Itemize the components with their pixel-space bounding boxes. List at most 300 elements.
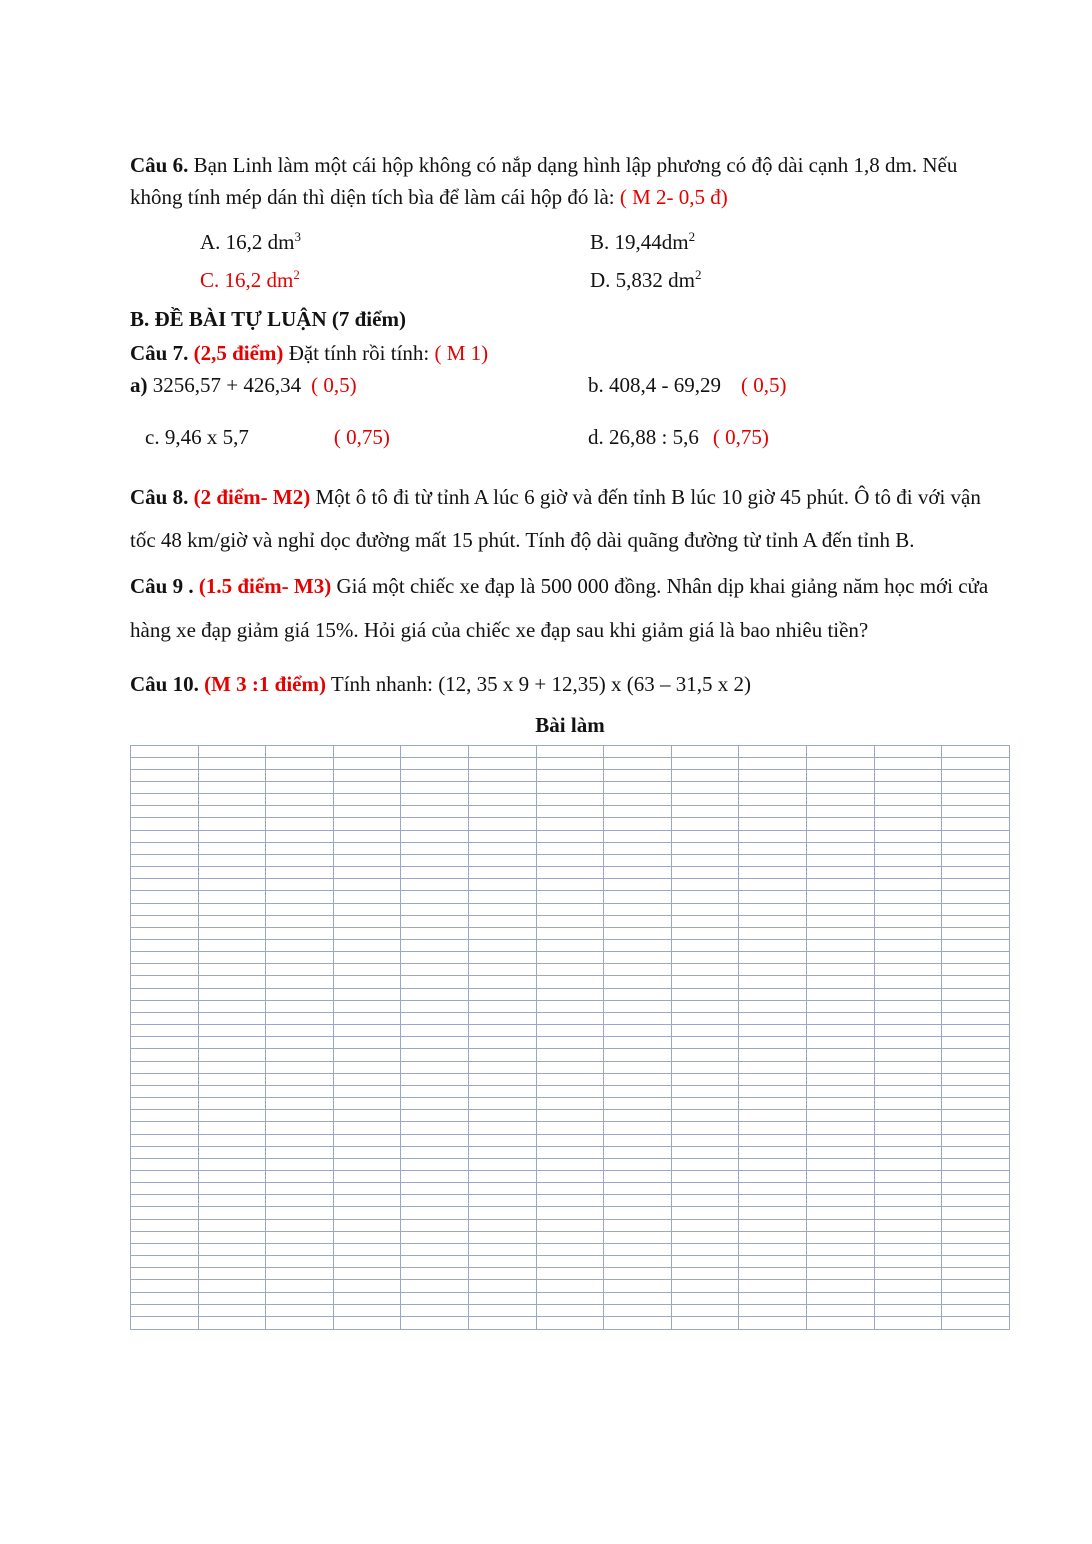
grid-cell [604, 940, 672, 952]
grid-cell [942, 1122, 1010, 1134]
grid-cell [739, 818, 807, 830]
grid-cell [942, 745, 1010, 757]
grid-cell [942, 964, 1010, 976]
grid-cell [469, 927, 537, 939]
grid-cell [131, 1268, 199, 1280]
grid-cell [131, 988, 199, 1000]
grid-cell [671, 1316, 739, 1329]
grid-cell [198, 1049, 266, 1061]
grid-cell [671, 879, 739, 891]
grid-cell [401, 891, 469, 903]
grid-cell [807, 1012, 875, 1024]
grid-cell [401, 915, 469, 927]
grid-cell [807, 879, 875, 891]
grid-cell [198, 806, 266, 818]
grid-cell [198, 1219, 266, 1231]
q6-option-d [590, 268, 1010, 293]
grid-cell [739, 1292, 807, 1304]
grid-cell [469, 1316, 537, 1329]
grid-cell [131, 976, 199, 988]
grid-cell [536, 1012, 604, 1024]
grid-cell [401, 1146, 469, 1158]
grid-cell [469, 1207, 537, 1219]
grid-cell [469, 818, 537, 830]
grid-cell [807, 1292, 875, 1304]
grid-cell [131, 903, 199, 915]
grid-cell [266, 1280, 334, 1292]
grid-cell [469, 854, 537, 866]
grid-cell [131, 1146, 199, 1158]
grid-cell [131, 940, 199, 952]
grid-cell [874, 1280, 942, 1292]
grid-cell [807, 1170, 875, 1182]
grid-cell [942, 927, 1010, 939]
grid-cell [469, 1061, 537, 1073]
grid-cell [469, 1000, 537, 1012]
grid-cell [469, 1195, 537, 1207]
grid-cell [401, 1316, 469, 1329]
grid-cell [198, 1025, 266, 1037]
grid-cell [198, 1085, 266, 1097]
grid-cell [469, 1098, 537, 1110]
grid-cell [266, 1146, 334, 1158]
grid-cell [739, 903, 807, 915]
grid-cell [131, 781, 199, 793]
grid-cell [671, 1146, 739, 1158]
grid-cell [469, 1025, 537, 1037]
grid-cell [333, 976, 401, 988]
grid-cell [739, 867, 807, 879]
grid-cell [469, 1037, 537, 1049]
grid-cell [671, 830, 739, 842]
grid-cell [333, 1256, 401, 1268]
grid-cell [266, 806, 334, 818]
q7-points: (2,5 điểm) [193, 340, 284, 365]
grid-cell [536, 781, 604, 793]
grid-cell [266, 1061, 334, 1073]
grid-cell [739, 1098, 807, 1110]
grid-cell [536, 915, 604, 927]
grid-cell [874, 830, 942, 842]
grid-cell [266, 976, 334, 988]
grid-cell [739, 1012, 807, 1024]
grid-cell [807, 1098, 875, 1110]
grid-cell [671, 1098, 739, 1110]
grid-cell [739, 769, 807, 781]
question-9 [130, 565, 1010, 652]
grid-cell [604, 1231, 672, 1243]
grid-cell [333, 1231, 401, 1243]
grid-cell [942, 1000, 1010, 1012]
grid-cell [536, 854, 604, 866]
grid-cell [266, 1110, 334, 1122]
grid-cell [942, 1073, 1010, 1085]
grid-cell [198, 854, 266, 866]
grid-cell [333, 1268, 401, 1280]
grid-cell [536, 1231, 604, 1243]
grid-cell [333, 757, 401, 769]
q6-option-d-sup: 2 [695, 266, 702, 282]
grid-cell [739, 1085, 807, 1097]
grid-cell [266, 879, 334, 891]
grid-cell [807, 1195, 875, 1207]
grid-cell [739, 964, 807, 976]
q6-option-a-sup: 3 [294, 228, 302, 244]
q7-label: Câu 7. [130, 340, 189, 365]
grid-cell [401, 927, 469, 939]
grid-cell [874, 1268, 942, 1280]
q8-text: Một ô tô đi từ tỉnh A lúc 6 giờ và đến tỉnh B lúc 10 giờ 45 phút. Ô tô đi với vận tốc 48 km/giờ và nghỉ dọc đường mất 15 phút. Tính độ dài quãng đường từ tỉnh A đến tỉnh B. [130, 484, 981, 553]
grid-cell [536, 903, 604, 915]
grid-cell [942, 757, 1010, 769]
grid-cell [469, 1256, 537, 1268]
grid-cell [536, 757, 604, 769]
grid-cell [942, 1280, 1010, 1292]
grid-cell [131, 1110, 199, 1122]
grid-cell [604, 1195, 672, 1207]
grid-cell [198, 794, 266, 806]
grid-cell [469, 1012, 537, 1024]
q7-part-c [130, 425, 588, 450]
grid-cell [604, 1219, 672, 1231]
grid-cell [333, 1073, 401, 1085]
grid-cell [807, 964, 875, 976]
grid-cell [401, 818, 469, 830]
grid-cell [942, 854, 1010, 866]
grid-cell [807, 794, 875, 806]
grid-cell [874, 1256, 942, 1268]
grid-cell [536, 794, 604, 806]
grid-cell [604, 1243, 672, 1255]
grid-cell [807, 940, 875, 952]
grid-cell [198, 1243, 266, 1255]
grid-cell [739, 1207, 807, 1219]
grid-cell [401, 1037, 469, 1049]
grid-cell [604, 769, 672, 781]
grid-cell [198, 1316, 266, 1329]
grid-cell [401, 1061, 469, 1073]
grid-cell [604, 1280, 672, 1292]
grid-cell [401, 1268, 469, 1280]
grid-cell [536, 976, 604, 988]
grid-cell [536, 1195, 604, 1207]
grid-cell [333, 1146, 401, 1158]
grid-cell [266, 1098, 334, 1110]
q9-label: Câu 9 . [130, 574, 194, 599]
grid-cell [739, 757, 807, 769]
grid-cell [469, 1049, 537, 1061]
grid-cell [401, 1122, 469, 1134]
grid-cell [807, 1207, 875, 1219]
grid-cell [131, 854, 199, 866]
grid-cell [469, 781, 537, 793]
grid-cell [807, 1280, 875, 1292]
grid-cell [131, 927, 199, 939]
grid-cell [469, 1170, 537, 1182]
grid-cell [198, 1256, 266, 1268]
grid-cell [739, 1061, 807, 1073]
grid-cell [198, 1183, 266, 1195]
grid-cell [198, 1110, 266, 1122]
grid-cell [942, 769, 1010, 781]
grid-cell [739, 1256, 807, 1268]
grid-cell [536, 1280, 604, 1292]
grid-cell [739, 745, 807, 757]
grid-cell [401, 830, 469, 842]
grid-cell [874, 1231, 942, 1243]
grid-cell [739, 1316, 807, 1329]
grid-cell [198, 1073, 266, 1085]
grid-cell [942, 1243, 1010, 1255]
grid-cell [671, 1183, 739, 1195]
q6-label: Câu 6. [130, 153, 189, 177]
grid-cell [401, 1049, 469, 1061]
q9-text: Giá một chiếc xe đạp là 500 000 đồng. Nhân dịp khai giảng năm học mới cửa hàng xe đạp giảm giá 15%. Hỏi giá của chiếc xe đạp sau khi giảm giá là bao nhiêu tiền? [130, 574, 989, 642]
grid-cell [739, 1025, 807, 1037]
grid-cell [266, 769, 334, 781]
grid-cell [333, 745, 401, 757]
grid-cell [942, 806, 1010, 818]
grid-cell [807, 891, 875, 903]
grid-cell [333, 1110, 401, 1122]
grid-cell [874, 1037, 942, 1049]
grid-cell [333, 940, 401, 952]
grid-cell [469, 988, 537, 1000]
grid-cell [536, 1243, 604, 1255]
grid-cell [266, 1243, 334, 1255]
q6-option-b-value: 19,44dm [614, 229, 689, 254]
grid-cell [198, 1304, 266, 1316]
grid-cell [874, 976, 942, 988]
grid-cell [604, 927, 672, 939]
grid-cell [671, 806, 739, 818]
grid-cell [266, 1207, 334, 1219]
q7-parts-row-2 [130, 425, 1010, 450]
grid-cell [807, 1085, 875, 1097]
grid-cell [536, 1158, 604, 1170]
grid-cell [401, 1195, 469, 1207]
grid-cell [266, 988, 334, 1000]
grid-cell [671, 769, 739, 781]
grid-cell [333, 1122, 401, 1134]
grid-cell [131, 1122, 199, 1134]
grid-cell [131, 806, 199, 818]
grid-cell [807, 1061, 875, 1073]
grid-cell [401, 1170, 469, 1182]
grid-cell [807, 1146, 875, 1158]
grid-cell [874, 1243, 942, 1255]
grid-cell [469, 842, 537, 854]
grid-cell [739, 1243, 807, 1255]
grid-cell [401, 806, 469, 818]
q6-option-a-label: A. [200, 229, 221, 254]
grid-cell [807, 1183, 875, 1195]
grid-cell [671, 745, 739, 757]
q10-points: (M 3 :1 điểm) [204, 671, 326, 696]
grid-cell [604, 964, 672, 976]
grid-cell [266, 1268, 334, 1280]
grid-cell [942, 976, 1010, 988]
q7-part-b [588, 373, 1010, 398]
grid-cell [807, 1304, 875, 1316]
grid-cell [874, 1170, 942, 1182]
grid-cell [401, 1025, 469, 1037]
grid-cell [942, 879, 1010, 891]
grid-cell [198, 891, 266, 903]
grid-cell [739, 1195, 807, 1207]
grid-cell [536, 1256, 604, 1268]
grid-cell [874, 1146, 942, 1158]
grid-cell [131, 1304, 199, 1316]
grid-cell [401, 1207, 469, 1219]
section-b-title: B. ĐỀ BÀI TỰ LUẬN (7 điểm) [130, 306, 406, 331]
grid-cell [604, 1000, 672, 1012]
grid-cell [874, 794, 942, 806]
grid-cell [942, 940, 1010, 952]
grid-cell [266, 903, 334, 915]
grid-cell [266, 915, 334, 927]
q7-part-c-label: c. [145, 424, 160, 449]
grid-cell [198, 1231, 266, 1243]
grid-cell [401, 1073, 469, 1085]
grid-cell [401, 1012, 469, 1024]
grid-cell [401, 757, 469, 769]
grid-cell [333, 1037, 401, 1049]
grid-cell [333, 781, 401, 793]
q6-option-d-label: D. [590, 267, 611, 292]
grid-cell [401, 867, 469, 879]
grid-cell [536, 745, 604, 757]
grid-cell [739, 1037, 807, 1049]
grid-cell [604, 818, 672, 830]
grid-cell [333, 988, 401, 1000]
grid-cell [266, 1012, 334, 1024]
grid-cell [401, 988, 469, 1000]
q6-option-b [590, 230, 1010, 255]
grid-cell [604, 1158, 672, 1170]
grid-cell [807, 1256, 875, 1268]
grid-cell [604, 1073, 672, 1085]
grid-cell [536, 1085, 604, 1097]
grid-cell [469, 1134, 537, 1146]
grid-cell [671, 781, 739, 793]
q9-points: (1.5 điểm- M3) [198, 574, 332, 599]
grid-cell [469, 1085, 537, 1097]
grid-cell [536, 1000, 604, 1012]
grid-cell [333, 952, 401, 964]
grid-cell [807, 867, 875, 879]
grid-cell [198, 915, 266, 927]
grid-cell [131, 1256, 199, 1268]
grid-cell [131, 1037, 199, 1049]
grid-cell [807, 769, 875, 781]
grid-cell [198, 757, 266, 769]
grid-cell [671, 1158, 739, 1170]
q6-option-c-sup: 2 [293, 266, 300, 282]
grid-cell [198, 1037, 266, 1049]
grid-cell [604, 794, 672, 806]
answer-grid-body [131, 745, 1010, 1329]
grid-cell [604, 1183, 672, 1195]
grid-cell [671, 1268, 739, 1280]
grid-cell [131, 818, 199, 830]
q6-option-c-value: 16,2 dm [224, 267, 294, 292]
grid-cell [739, 830, 807, 842]
grid-cell [131, 1049, 199, 1061]
grid-cell [604, 1098, 672, 1110]
grid-cell [401, 1110, 469, 1122]
grid-cell [807, 1037, 875, 1049]
grid-cell [942, 1256, 1010, 1268]
grid-cell [874, 781, 942, 793]
grid-cell [469, 1243, 537, 1255]
grid-cell [671, 1292, 739, 1304]
grid-cell [469, 1268, 537, 1280]
grid-cell [131, 794, 199, 806]
grid-cell [671, 940, 739, 952]
grid-cell [739, 1219, 807, 1231]
grid-cell [604, 1146, 672, 1158]
grid-cell [942, 1316, 1010, 1329]
grid-cell [874, 757, 942, 769]
grid-cell [266, 1195, 334, 1207]
grid-cell [401, 854, 469, 866]
grid-cell [739, 1000, 807, 1012]
grid-cell [807, 1134, 875, 1146]
grid-cell [198, 879, 266, 891]
grid-cell [671, 757, 739, 769]
grid-cell [671, 1012, 739, 1024]
grid-cell [739, 854, 807, 866]
grid-cell [536, 988, 604, 1000]
grid-cell [671, 976, 739, 988]
grid-cell [807, 1110, 875, 1122]
grid-cell [333, 1243, 401, 1255]
grid-cell [874, 964, 942, 976]
grid-cell [469, 940, 537, 952]
grid-cell [874, 818, 942, 830]
grid-cell [671, 1256, 739, 1268]
question-10 [130, 663, 1010, 705]
grid-cell [131, 757, 199, 769]
grid-cell [333, 1000, 401, 1012]
grid-cell [874, 1061, 942, 1073]
q6-option-b-label: B. [590, 229, 610, 254]
grid-cell [874, 1207, 942, 1219]
grid-cell [807, 1231, 875, 1243]
grid-cell [536, 867, 604, 879]
q6-option-b-sup: 2 [688, 228, 696, 244]
grid-cell [198, 1061, 266, 1073]
grid-cell [198, 769, 266, 781]
grid-cell [333, 903, 401, 915]
grid-cell [266, 1292, 334, 1304]
grid-cell [807, 806, 875, 818]
q7-part-b-points: ( 0,5) [741, 372, 787, 397]
grid-cell [469, 769, 537, 781]
grid-cell [536, 891, 604, 903]
q10-text: Tính nhanh: (12, 35 x 9 + 12,35) x (63 – 31,5 x 2) [330, 671, 752, 696]
grid-cell [469, 964, 537, 976]
grid-cell [604, 1085, 672, 1097]
grid-cell [671, 1110, 739, 1122]
grid-cell [333, 1158, 401, 1170]
grid-cell [874, 940, 942, 952]
grid-cell [536, 806, 604, 818]
grid-cell [671, 1304, 739, 1316]
grid-cell [536, 1122, 604, 1134]
grid-cell [671, 915, 739, 927]
